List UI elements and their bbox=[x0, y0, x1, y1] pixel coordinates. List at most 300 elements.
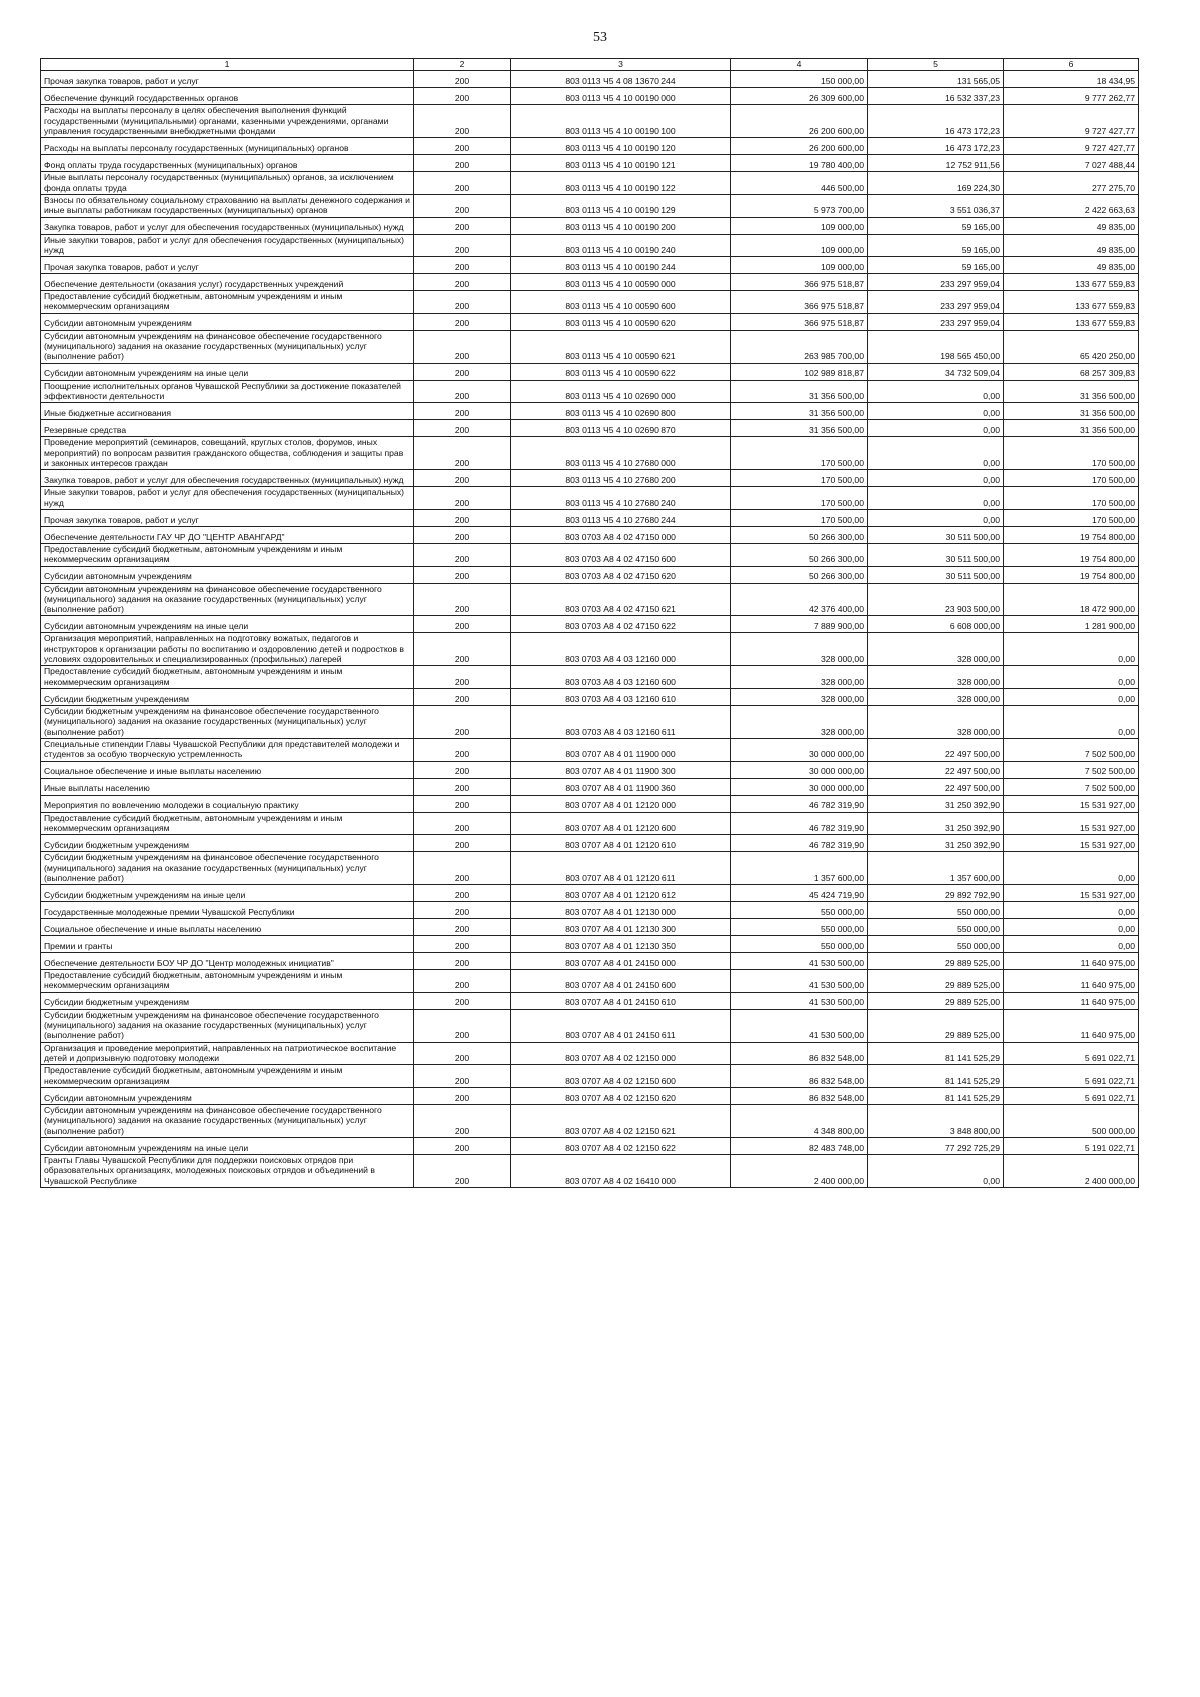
row-executed-cell: 328 000,00 bbox=[868, 633, 1004, 666]
row-name-cell: Резервные средства bbox=[41, 420, 414, 437]
row-kbk-cell: 803 0113 Ч5 4 10 00190 000 bbox=[511, 88, 731, 105]
row-name-cell: Гранты Главы Чувашской Республики для поддержки поисковых отрядов при образовательных организациях, молодежных поисковых отрядов и объединений в Чувашской Республике bbox=[41, 1154, 414, 1187]
table-row bbox=[41, 689, 1139, 706]
row-kbk-cell: 803 0707 А8 4 01 24150 611 bbox=[511, 1009, 731, 1042]
row-name-cell: Предоставление субсидий бюджетным, автономным учреждениям и иным некоммерческим организациям bbox=[41, 812, 414, 835]
row-name-cell: Предоставление субсидий бюджетным, автономным учреждениям и иным некоммерческим организациям bbox=[41, 666, 414, 689]
row-code-cell: 200 bbox=[414, 437, 511, 470]
row-unexecuted-cell: 0,00 bbox=[1004, 936, 1139, 953]
row-approved-cell: 366 975 518,87 bbox=[731, 313, 868, 330]
row-code-cell: 200 bbox=[414, 71, 511, 88]
row-kbk-cell: 803 0113 Ч5 4 10 02690 870 bbox=[511, 420, 731, 437]
row-executed-cell: 59 165,00 bbox=[868, 217, 1004, 234]
row-approved-cell: 446 500,00 bbox=[731, 172, 868, 195]
row-executed-cell: 22 497 500,00 bbox=[868, 761, 1004, 778]
row-name-cell: Субсидии бюджетным учреждениям bbox=[41, 689, 414, 706]
row-code-cell: 200 bbox=[414, 666, 511, 689]
table-row bbox=[41, 706, 1139, 739]
row-name-cell: Социальное обеспечение и иные выплаты населению bbox=[41, 919, 414, 936]
row-executed-cell: 16 473 172,23 bbox=[868, 138, 1004, 155]
row-executed-cell: 29 889 525,00 bbox=[868, 992, 1004, 1009]
row-executed-cell: 0,00 bbox=[868, 487, 1004, 510]
table-row bbox=[41, 1009, 1139, 1042]
row-unexecuted-cell: 1 281 900,00 bbox=[1004, 616, 1139, 633]
row-approved-cell: 109 000,00 bbox=[731, 257, 868, 274]
row-approved-cell: 41 530 500,00 bbox=[731, 1009, 868, 1042]
row-kbk-cell: 803 0707 А8 4 02 12150 621 bbox=[511, 1104, 731, 1137]
row-approved-cell: 170 500,00 bbox=[731, 470, 868, 487]
row-kbk-cell: 803 0707 А8 4 01 12120 611 bbox=[511, 852, 731, 885]
table-row bbox=[41, 437, 1139, 470]
row-kbk-cell: 803 0703 А8 4 02 47150 621 bbox=[511, 583, 731, 616]
row-name-cell: Предоставление субсидий бюджетным, автономным учреждениям и иным некоммерческим организациям bbox=[41, 1065, 414, 1088]
column-header-4: 4 bbox=[731, 59, 868, 71]
row-name-cell: Субсидии автономным учреждениям bbox=[41, 566, 414, 583]
row-code-cell: 200 bbox=[414, 420, 511, 437]
row-name-cell: Субсидии автономным учреждениям bbox=[41, 313, 414, 330]
row-name-cell: Обеспечение функций государственных органов bbox=[41, 88, 414, 105]
row-kbk-cell: 803 0703 А8 4 03 12160 610 bbox=[511, 689, 731, 706]
row-executed-cell: 233 297 959,04 bbox=[868, 291, 1004, 314]
row-code-cell: 200 bbox=[414, 1154, 511, 1187]
table-row bbox=[41, 1042, 1139, 1065]
row-unexecuted-cell: 2 400 000,00 bbox=[1004, 1154, 1139, 1187]
row-approved-cell: 50 266 300,00 bbox=[731, 543, 868, 566]
table-row bbox=[41, 330, 1139, 363]
row-approved-cell: 150 000,00 bbox=[731, 71, 868, 88]
row-executed-cell: 30 511 500,00 bbox=[868, 543, 1004, 566]
row-code-cell: 200 bbox=[414, 105, 511, 138]
row-approved-cell: 366 975 518,87 bbox=[731, 291, 868, 314]
row-name-cell: Субсидии автономным учреждениям bbox=[41, 1087, 414, 1104]
row-approved-cell: 170 500,00 bbox=[731, 437, 868, 470]
row-kbk-cell: 803 0113 Ч5 4 10 00590 622 bbox=[511, 363, 731, 380]
row-name-cell: Специальные стипендии Главы Чувашской Республики для представителей молодежи и студентов за особую творческую устремленность bbox=[41, 738, 414, 761]
row-code-cell: 200 bbox=[414, 795, 511, 812]
row-unexecuted-cell: 0,00 bbox=[1004, 689, 1139, 706]
row-approved-cell: 328 000,00 bbox=[731, 633, 868, 666]
row-approved-cell: 31 356 500,00 bbox=[731, 420, 868, 437]
table-row bbox=[41, 738, 1139, 761]
row-kbk-cell: 803 0707 А8 4 01 11900 000 bbox=[511, 738, 731, 761]
table-row bbox=[41, 138, 1139, 155]
row-name-cell: Иные бюджетные ассигнования bbox=[41, 403, 414, 420]
row-code-cell: 200 bbox=[414, 403, 511, 420]
row-name-cell: Прочая закупка товаров, работ и услуг bbox=[41, 71, 414, 88]
row-unexecuted-cell: 133 677 559,83 bbox=[1004, 313, 1139, 330]
row-kbk-cell: 803 0113 Ч5 4 10 02690 800 bbox=[511, 403, 731, 420]
table-row bbox=[41, 992, 1139, 1009]
row-name-cell: Субсидии автономным учреждениям на иные цели bbox=[41, 363, 414, 380]
row-executed-cell: 81 141 525,29 bbox=[868, 1042, 1004, 1065]
row-approved-cell: 170 500,00 bbox=[731, 509, 868, 526]
row-approved-cell: 5 973 700,00 bbox=[731, 194, 868, 217]
table-row bbox=[41, 1104, 1139, 1137]
row-approved-cell: 550 000,00 bbox=[731, 902, 868, 919]
row-kbk-cell: 803 0113 Ч5 4 10 00190 100 bbox=[511, 105, 731, 138]
row-code-cell: 200 bbox=[414, 738, 511, 761]
column-header-5: 5 bbox=[868, 59, 1004, 71]
table-row bbox=[41, 543, 1139, 566]
row-unexecuted-cell: 49 835,00 bbox=[1004, 234, 1139, 257]
row-kbk-cell: 803 0113 Ч5 4 10 00590 620 bbox=[511, 313, 731, 330]
table-row bbox=[41, 583, 1139, 616]
row-code-cell: 200 bbox=[414, 363, 511, 380]
table-row bbox=[41, 363, 1139, 380]
row-code-cell: 200 bbox=[414, 852, 511, 885]
row-kbk-cell: 803 0707 А8 4 01 12130 000 bbox=[511, 902, 731, 919]
row-code-cell: 200 bbox=[414, 936, 511, 953]
table-row bbox=[41, 1087, 1139, 1104]
row-kbk-cell: 803 0707 А8 4 01 24150 600 bbox=[511, 970, 731, 993]
row-kbk-cell: 803 0707 А8 4 01 12120 610 bbox=[511, 835, 731, 852]
row-name-cell: Поощрение исполнительных органов Чувашской Республики за достижение показателей эффективности деятельности bbox=[41, 380, 414, 403]
row-kbk-cell: 803 0707 А8 4 02 12150 000 bbox=[511, 1042, 731, 1065]
row-executed-cell: 16 532 337,23 bbox=[868, 88, 1004, 105]
table-row bbox=[41, 936, 1139, 953]
row-unexecuted-cell: 49 835,00 bbox=[1004, 257, 1139, 274]
row-code-cell: 200 bbox=[414, 274, 511, 291]
row-unexecuted-cell: 2 422 663,63 bbox=[1004, 194, 1139, 217]
row-name-cell: Субсидии бюджетным учреждениям bbox=[41, 992, 414, 1009]
row-unexecuted-cell: 19 754 800,00 bbox=[1004, 566, 1139, 583]
row-executed-cell: 12 752 911,56 bbox=[868, 155, 1004, 172]
row-code-cell: 200 bbox=[414, 234, 511, 257]
row-unexecuted-cell: 11 640 975,00 bbox=[1004, 970, 1139, 993]
row-kbk-cell: 803 0707 А8 4 01 24150 610 bbox=[511, 992, 731, 1009]
table-row bbox=[41, 919, 1139, 936]
table-row bbox=[41, 1154, 1139, 1187]
row-unexecuted-cell: 0,00 bbox=[1004, 666, 1139, 689]
row-executed-cell: 59 165,00 bbox=[868, 257, 1004, 274]
row-executed-cell: 328 000,00 bbox=[868, 706, 1004, 739]
row-kbk-cell: 803 0703 А8 4 03 12160 600 bbox=[511, 666, 731, 689]
row-kbk-cell: 803 0707 А8 4 01 24150 000 bbox=[511, 953, 731, 970]
table-row bbox=[41, 835, 1139, 852]
row-name-cell: Обеспечение деятельности БОУ ЧР ДО "Центр молодежных инициатив" bbox=[41, 953, 414, 970]
row-code-cell: 200 bbox=[414, 470, 511, 487]
column-header-3: 3 bbox=[511, 59, 731, 71]
table-row bbox=[41, 953, 1139, 970]
row-name-cell: Предоставление субсидий бюджетным, автономным учреждениям и иным некоммерческим организациям bbox=[41, 291, 414, 314]
row-code-cell: 200 bbox=[414, 902, 511, 919]
row-code-cell: 200 bbox=[414, 526, 511, 543]
row-code-cell: 200 bbox=[414, 543, 511, 566]
row-approved-cell: 102 989 818,87 bbox=[731, 363, 868, 380]
row-approved-cell: 41 530 500,00 bbox=[731, 970, 868, 993]
row-unexecuted-cell: 170 500,00 bbox=[1004, 470, 1139, 487]
row-executed-cell: 3 848 800,00 bbox=[868, 1104, 1004, 1137]
row-executed-cell: 0,00 bbox=[868, 470, 1004, 487]
table-row bbox=[41, 403, 1139, 420]
row-code-cell: 200 bbox=[414, 1104, 511, 1137]
row-kbk-cell: 803 0113 Ч5 4 10 00190 120 bbox=[511, 138, 731, 155]
row-executed-cell: 31 250 392,90 bbox=[868, 795, 1004, 812]
row-executed-cell: 328 000,00 bbox=[868, 689, 1004, 706]
row-code-cell: 200 bbox=[414, 217, 511, 234]
row-kbk-cell: 803 0703 А8 4 02 47150 622 bbox=[511, 616, 731, 633]
row-unexecuted-cell: 7 502 500,00 bbox=[1004, 738, 1139, 761]
row-unexecuted-cell: 31 356 500,00 bbox=[1004, 380, 1139, 403]
table-row bbox=[41, 1137, 1139, 1154]
table-row bbox=[41, 666, 1139, 689]
row-kbk-cell: 803 0113 Ч5 4 10 27680 000 bbox=[511, 437, 731, 470]
row-executed-cell: 31 250 392,90 bbox=[868, 835, 1004, 852]
row-unexecuted-cell: 9 727 427,77 bbox=[1004, 105, 1139, 138]
row-code-cell: 200 bbox=[414, 919, 511, 936]
row-name-cell: Субсидии бюджетным учреждениям на финансовое обеспечение государственного (муниципального) задания на оказание государственных (муниципальных) услуг (выполнение работ) bbox=[41, 706, 414, 739]
row-unexecuted-cell: 7 502 500,00 bbox=[1004, 761, 1139, 778]
row-code-cell: 200 bbox=[414, 835, 511, 852]
row-kbk-cell: 803 0113 Ч5 4 08 13670 244 bbox=[511, 71, 731, 88]
row-executed-cell: 233 297 959,04 bbox=[868, 274, 1004, 291]
row-code-cell: 200 bbox=[414, 1042, 511, 1065]
row-kbk-cell: 803 0707 А8 4 01 12120 600 bbox=[511, 812, 731, 835]
row-kbk-cell: 803 0113 Ч5 4 10 00190 129 bbox=[511, 194, 731, 217]
table-row bbox=[41, 487, 1139, 510]
row-name-cell: Обеспечение деятельности ГАУ ЧР ДО "ЦЕНТР АВАНГАРД" bbox=[41, 526, 414, 543]
row-kbk-cell: 803 0113 Ч5 4 10 00590 621 bbox=[511, 330, 731, 363]
row-kbk-cell: 803 0707 А8 4 01 11900 360 bbox=[511, 778, 731, 795]
row-code-cell: 200 bbox=[414, 1087, 511, 1104]
row-name-cell: Предоставление субсидий бюджетным, автономным учреждениям и иным некоммерческим организациям bbox=[41, 543, 414, 566]
column-header-6: 6 bbox=[1004, 59, 1139, 71]
row-executed-cell: 328 000,00 bbox=[868, 666, 1004, 689]
row-executed-cell: 16 473 172,23 bbox=[868, 105, 1004, 138]
table-row bbox=[41, 526, 1139, 543]
table-row bbox=[41, 257, 1139, 274]
column-number-header-row bbox=[41, 59, 1139, 71]
row-unexecuted-cell: 68 257 309,83 bbox=[1004, 363, 1139, 380]
row-approved-cell: 82 483 748,00 bbox=[731, 1137, 868, 1154]
row-name-cell: Субсидии автономным учреждениям на иные цели bbox=[41, 1137, 414, 1154]
row-name-cell: Субсидии автономным учреждениям на финансовое обеспечение государственного (муниципального) задания на оказание государственных (муниципальных) услуг (выполнение работ) bbox=[41, 1104, 414, 1137]
row-code-cell: 200 bbox=[414, 380, 511, 403]
row-unexecuted-cell: 5 691 022,71 bbox=[1004, 1087, 1139, 1104]
table-row bbox=[41, 71, 1139, 88]
row-name-cell: Иные закупки товаров, работ и услуг для обеспечения государственных (муниципальных) нужд bbox=[41, 487, 414, 510]
table-row bbox=[41, 616, 1139, 633]
row-approved-cell: 42 376 400,00 bbox=[731, 583, 868, 616]
row-executed-cell: 22 497 500,00 bbox=[868, 738, 1004, 761]
row-code-cell: 200 bbox=[414, 330, 511, 363]
row-code-cell: 200 bbox=[414, 194, 511, 217]
table-row bbox=[41, 291, 1139, 314]
row-executed-cell: 1 357 600,00 bbox=[868, 852, 1004, 885]
row-kbk-cell: 803 0703 А8 4 02 47150 000 bbox=[511, 526, 731, 543]
row-approved-cell: 1 357 600,00 bbox=[731, 852, 868, 885]
table-row bbox=[41, 274, 1139, 291]
table-row bbox=[41, 172, 1139, 195]
table-row bbox=[41, 566, 1139, 583]
row-kbk-cell: 803 0707 А8 4 02 16410 000 bbox=[511, 1154, 731, 1187]
row-approved-cell: 30 000 000,00 bbox=[731, 738, 868, 761]
row-name-cell: Социальное обеспечение и иные выплаты населению bbox=[41, 761, 414, 778]
row-approved-cell: 86 832 548,00 bbox=[731, 1042, 868, 1065]
table-body bbox=[41, 71, 1139, 1188]
row-kbk-cell: 803 0113 Ч5 4 10 27680 244 bbox=[511, 509, 731, 526]
row-executed-cell: 77 292 725,29 bbox=[868, 1137, 1004, 1154]
row-name-cell: Государственные молодежные премии Чувашской Республики bbox=[41, 902, 414, 919]
row-code-cell: 200 bbox=[414, 583, 511, 616]
row-executed-cell: 0,00 bbox=[868, 380, 1004, 403]
row-kbk-cell: 803 0113 Ч5 4 10 27680 200 bbox=[511, 470, 731, 487]
table-row bbox=[41, 795, 1139, 812]
row-kbk-cell: 803 0707 А8 4 02 12150 620 bbox=[511, 1087, 731, 1104]
row-executed-cell: 550 000,00 bbox=[868, 902, 1004, 919]
row-approved-cell: 26 309 600,00 bbox=[731, 88, 868, 105]
table-row bbox=[41, 885, 1139, 902]
row-unexecuted-cell: 18 472 900,00 bbox=[1004, 583, 1139, 616]
row-kbk-cell: 803 0703 А8 4 02 47150 620 bbox=[511, 566, 731, 583]
row-approved-cell: 109 000,00 bbox=[731, 217, 868, 234]
row-name-cell: Субсидии автономным учреждениям на финансовое обеспечение государственного (муниципального) задания на оказание государственных (муниципальных) услуг (выполнение работ) bbox=[41, 583, 414, 616]
row-unexecuted-cell: 0,00 bbox=[1004, 902, 1139, 919]
row-unexecuted-cell: 11 640 975,00 bbox=[1004, 953, 1139, 970]
row-executed-cell: 31 250 392,90 bbox=[868, 812, 1004, 835]
table-row bbox=[41, 217, 1139, 234]
row-executed-cell: 0,00 bbox=[868, 1154, 1004, 1187]
table-row bbox=[41, 313, 1139, 330]
row-approved-cell: 170 500,00 bbox=[731, 487, 868, 510]
row-kbk-cell: 803 0113 Ч5 4 10 00190 121 bbox=[511, 155, 731, 172]
row-approved-cell: 46 782 319,90 bbox=[731, 835, 868, 852]
table-row bbox=[41, 194, 1139, 217]
table-row bbox=[41, 380, 1139, 403]
row-name-cell: Мероприятия по вовлечению молодежи в социальную практику bbox=[41, 795, 414, 812]
row-unexecuted-cell: 7 027 488,44 bbox=[1004, 155, 1139, 172]
row-executed-cell: 0,00 bbox=[868, 420, 1004, 437]
row-name-cell: Фонд оплаты труда государственных (муниципальных) органов bbox=[41, 155, 414, 172]
row-name-cell: Субсидии бюджетным учреждениям на иные цели bbox=[41, 885, 414, 902]
row-approved-cell: 26 200 600,00 bbox=[731, 138, 868, 155]
table-row bbox=[41, 470, 1139, 487]
row-name-cell: Взносы по обязательному социальному страхованию на выплаты денежного содержания и иные выплаты работникам государственных (муниципальных) органов bbox=[41, 194, 414, 217]
row-code-cell: 200 bbox=[414, 812, 511, 835]
row-unexecuted-cell: 31 356 500,00 bbox=[1004, 403, 1139, 420]
row-approved-cell: 328 000,00 bbox=[731, 706, 868, 739]
row-approved-cell: 19 780 400,00 bbox=[731, 155, 868, 172]
row-kbk-cell: 803 0707 А8 4 01 12120 000 bbox=[511, 795, 731, 812]
column-header-1: 1 bbox=[41, 59, 414, 71]
row-kbk-cell: 803 0707 А8 4 02 12150 622 bbox=[511, 1137, 731, 1154]
row-executed-cell: 30 511 500,00 bbox=[868, 566, 1004, 583]
row-approved-cell: 328 000,00 bbox=[731, 689, 868, 706]
row-name-cell: Субсидии бюджетным учреждениям bbox=[41, 835, 414, 852]
row-code-cell: 200 bbox=[414, 138, 511, 155]
row-executed-cell: 550 000,00 bbox=[868, 919, 1004, 936]
row-approved-cell: 46 782 319,90 bbox=[731, 812, 868, 835]
row-unexecuted-cell: 31 356 500,00 bbox=[1004, 420, 1139, 437]
row-unexecuted-cell: 0,00 bbox=[1004, 706, 1139, 739]
row-kbk-cell: 803 0113 Ч5 4 10 00190 244 bbox=[511, 257, 731, 274]
row-approved-cell: 31 356 500,00 bbox=[731, 403, 868, 420]
row-code-cell: 200 bbox=[414, 313, 511, 330]
row-executed-cell: 3 551 036,37 bbox=[868, 194, 1004, 217]
row-code-cell: 200 bbox=[414, 291, 511, 314]
table-row bbox=[41, 105, 1139, 138]
table-row bbox=[41, 509, 1139, 526]
row-approved-cell: 41 530 500,00 bbox=[731, 992, 868, 1009]
row-unexecuted-cell: 277 275,70 bbox=[1004, 172, 1139, 195]
row-executed-cell: 29 892 792,90 bbox=[868, 885, 1004, 902]
row-name-cell: Закупка товаров, работ и услуг для обеспечения государственных (муниципальных) нужд bbox=[41, 470, 414, 487]
row-unexecuted-cell: 65 420 250,00 bbox=[1004, 330, 1139, 363]
row-executed-cell: 550 000,00 bbox=[868, 936, 1004, 953]
row-approved-cell: 46 782 319,90 bbox=[731, 795, 868, 812]
row-unexecuted-cell: 5 191 022,71 bbox=[1004, 1137, 1139, 1154]
row-name-cell: Организация и проведение мероприятий, направленных на патриотическое воспитание детей и допризывную подготовку молодежи bbox=[41, 1042, 414, 1065]
row-kbk-cell: 803 0707 А8 4 02 12150 600 bbox=[511, 1065, 731, 1088]
row-executed-cell: 0,00 bbox=[868, 403, 1004, 420]
row-unexecuted-cell: 500 000,00 bbox=[1004, 1104, 1139, 1137]
row-name-cell: Иные выплаты персоналу государственных (муниципальных) органов, за исключением фонда оплаты труда bbox=[41, 172, 414, 195]
row-kbk-cell: 803 0113 Ч5 4 10 27680 240 bbox=[511, 487, 731, 510]
row-approved-cell: 550 000,00 bbox=[731, 919, 868, 936]
row-name-cell: Прочая закупка товаров, работ и услуг bbox=[41, 509, 414, 526]
row-unexecuted-cell: 170 500,00 bbox=[1004, 509, 1139, 526]
table-row bbox=[41, 970, 1139, 993]
row-code-cell: 200 bbox=[414, 172, 511, 195]
table-row bbox=[41, 234, 1139, 257]
row-executed-cell: 6 608 000,00 bbox=[868, 616, 1004, 633]
table-row bbox=[41, 902, 1139, 919]
row-name-cell: Иные выплаты населению bbox=[41, 778, 414, 795]
row-executed-cell: 22 497 500,00 bbox=[868, 778, 1004, 795]
row-kbk-cell: 803 0703 А8 4 02 47150 600 bbox=[511, 543, 731, 566]
page-number: 53 bbox=[593, 30, 607, 45]
row-name-cell: Субсидии автономным учреждениям на финансовое обеспечение государственного (муниципального) задания на оказание государственных (муниципальных) услуг (выполнение работ) bbox=[41, 330, 414, 363]
row-name-cell: Субсидии автономным учреждениям на иные цели bbox=[41, 616, 414, 633]
row-name-cell: Иные закупки товаров, работ и услуг для обеспечения государственных (муниципальных) нужд bbox=[41, 234, 414, 257]
row-kbk-cell: 803 0707 А8 4 01 12130 350 bbox=[511, 936, 731, 953]
table-row bbox=[41, 633, 1139, 666]
row-executed-cell: 169 224,30 bbox=[868, 172, 1004, 195]
row-unexecuted-cell: 19 754 800,00 bbox=[1004, 543, 1139, 566]
row-executed-cell: 0,00 bbox=[868, 437, 1004, 470]
row-name-cell: Расходы на выплаты персоналу в целях обеспечения выполнения функций государственными (муниципальными) органами, казенными учреждениями, органами управления государственными внебюджетными фондами bbox=[41, 105, 414, 138]
row-name-cell: Субсидии бюджетным учреждениям на финансовое обеспечение государственного (муниципального) задания на оказание государственных (муниципальных) услуг (выполнение работ) bbox=[41, 852, 414, 885]
row-executed-cell: 29 889 525,00 bbox=[868, 970, 1004, 993]
row-unexecuted-cell: 7 502 500,00 bbox=[1004, 778, 1139, 795]
row-code-cell: 200 bbox=[414, 706, 511, 739]
row-code-cell: 200 bbox=[414, 616, 511, 633]
row-approved-cell: 366 975 518,87 bbox=[731, 274, 868, 291]
row-kbk-cell: 803 0707 А8 4 01 12130 300 bbox=[511, 919, 731, 936]
row-name-cell: Проведение мероприятий (семинаров, совещаний, круглых столов, форумов, иных мероприятий) по вопросам развития гражданского общества, соблюдения и защиты прав и законных интересов граждан bbox=[41, 437, 414, 470]
row-executed-cell: 81 141 525,29 bbox=[868, 1087, 1004, 1104]
row-unexecuted-cell: 15 531 927,00 bbox=[1004, 835, 1139, 852]
row-code-cell: 200 bbox=[414, 88, 511, 105]
row-unexecuted-cell: 5 691 022,71 bbox=[1004, 1042, 1139, 1065]
table-row bbox=[41, 761, 1139, 778]
row-executed-cell: 23 903 500,00 bbox=[868, 583, 1004, 616]
row-unexecuted-cell: 49 835,00 bbox=[1004, 217, 1139, 234]
row-code-cell: 200 bbox=[414, 1137, 511, 1154]
row-unexecuted-cell: 0,00 bbox=[1004, 633, 1139, 666]
row-approved-cell: 550 000,00 bbox=[731, 936, 868, 953]
row-name-cell: Предоставление субсидий бюджетным, автономным учреждениям и иным некоммерческим организациям bbox=[41, 970, 414, 993]
row-kbk-cell: 803 0113 Ч5 4 10 00190 122 bbox=[511, 172, 731, 195]
row-unexecuted-cell: 170 500,00 bbox=[1004, 437, 1139, 470]
row-name-cell: Расходы на выплаты персоналу государственных (муниципальных) органов bbox=[41, 138, 414, 155]
row-executed-cell: 198 565 450,00 bbox=[868, 330, 1004, 363]
row-approved-cell: 109 000,00 bbox=[731, 234, 868, 257]
row-approved-cell: 2 400 000,00 bbox=[731, 1154, 868, 1187]
row-executed-cell: 233 297 959,04 bbox=[868, 313, 1004, 330]
row-approved-cell: 30 000 000,00 bbox=[731, 761, 868, 778]
row-unexecuted-cell: 133 677 559,83 bbox=[1004, 274, 1139, 291]
